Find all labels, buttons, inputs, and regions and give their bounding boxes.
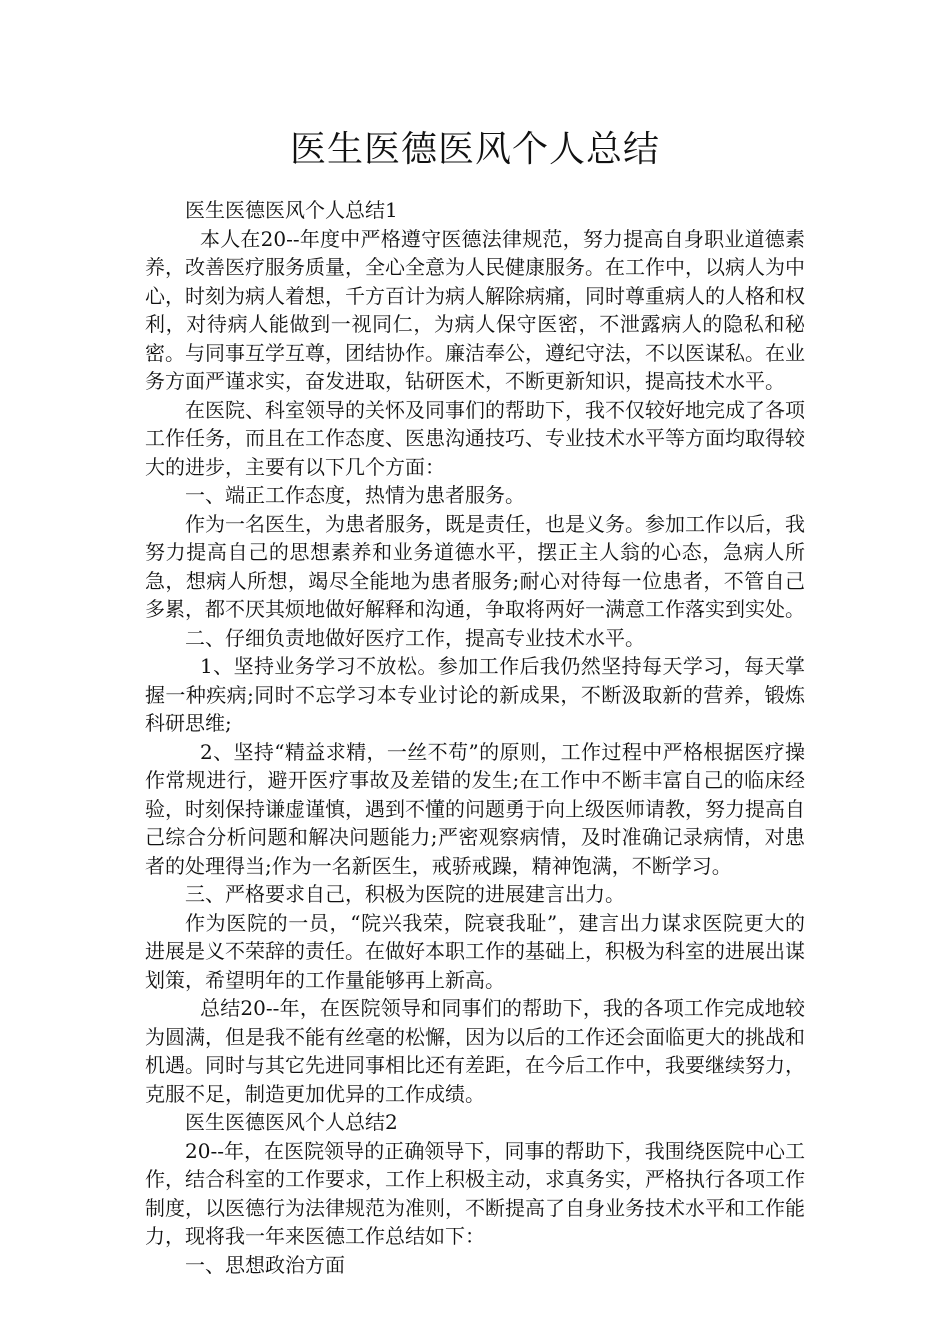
subheading: 一、端正工作态度，热情为患者服务。: [185, 483, 525, 507]
section-heading-2: 医生医德医风个人总结2: [185, 1110, 398, 1134]
subheading: 二、仔细负责地做好医疗工作，提高专业技术水平。: [185, 625, 645, 650]
subheading: 一、思想政治方面: [185, 1252, 345, 1277]
body-paragraph: 2、坚持“精益求精，一丝不苟”的原则，工作过程中严格根据医疗操作常规进行，避开医疗事故及差错的发生;在工作中不断丰富自己的临床经验，时刻保持谦虚谨慎，遇到不懂的问题勇于向上级医师请教，努力提高自己综合分析问题和解决问题能力;严密观察病情，及时准确记录病情，对患者的处理得当;作为一名新医生，戒骄戒躁，精神饱满，不断学习。: [145, 739, 805, 878]
document-body: [145, 196, 805, 1279]
body-paragraph: 作为医院的一员，“院兴我荣，院衰我耻”，建言出力谋求医院更大的进展是义不荣辞的责任。在做好本职工作的基础上，积极为科室的进展出谋划策，希望明年的工作量能够再上新高。: [145, 910, 805, 992]
document-title: 医生医德医风个人总结: [289, 129, 660, 170]
subheading: 三、严格要求自己，积极为医院的进展建言出力。: [185, 882, 625, 906]
section-heading-1: 医生医德医风个人总结1: [185, 198, 398, 222]
body-paragraph: 总结20--年，在医院领导和同事们的帮助下，我的各项工作完成地较为圆满，但是我不能有丝毫的松懈，因为以后的工作还会面临更大的挑战和机遇。同时与其它先进同事相比还有差距，在今后工作中，我要继续努力，克服不足，制造更加优异的工作成绩。: [145, 996, 805, 1106]
body-paragraph: 在医院、科室领导的关怀及同事们的帮助下，我不仅较好地完成了各项工作任务，而且在工作态度、医患沟通技巧、专业技术水平等方面均取得较大的进步，主要有以下几个方面：: [145, 397, 805, 479]
body-paragraph: 本人在20--年度中严格遵守医德法律规范，努力提高自身职业道德素养，改善医疗服务质量，全心全意为人民健康服务。在工作中，以病人为中心，时刻为病人着想，千方百计为病人解除病痛，同时尊重病人的人格和权利，对待病人能做到一视同仁，为病人保守医密，不泄露病人的隐私和秘密。与同事互学互尊，团结协作。廉洁奉公，遵纪守法，不以医谋私。在业务方面严谨求实，奋发进取，钻研医术，不断更新知识，提高技术水平。: [145, 226, 805, 393]
body-paragraph: 作为一名医生，为患者服务，既是责任，也是义务。参加工作以后，我努力提高自己的思想素养和业务道德水平，摆正主人翁的心态，急病人所急，想病人所想，竭尽全能地为患者服务;耐心对待每一位患者，不管自己多累，都不厌其烦地做好解释和沟通，争取将两好一满意工作落实到实处。: [145, 511, 805, 621]
body-paragraph: 1、坚持业务学习不放松。参加工作后我仍然坚持每天学习，每天掌握一种疾病;同时不忘学习本专业讨论的新成果，不断汲取新的营养，锻炼科研思维;: [145, 654, 805, 735]
body-paragraph: 20--年，在医院领导的正确领导下，同事的帮助下，我围绕医院中心工作，结合科室的工作要求，工作上积极主动，求真务实，严格执行各项工作制度，以医德行为法律规范为准则，不断提高了自身业务技术水平和工作能力，现将我一年来医德工作总结如下：: [145, 1138, 805, 1248]
